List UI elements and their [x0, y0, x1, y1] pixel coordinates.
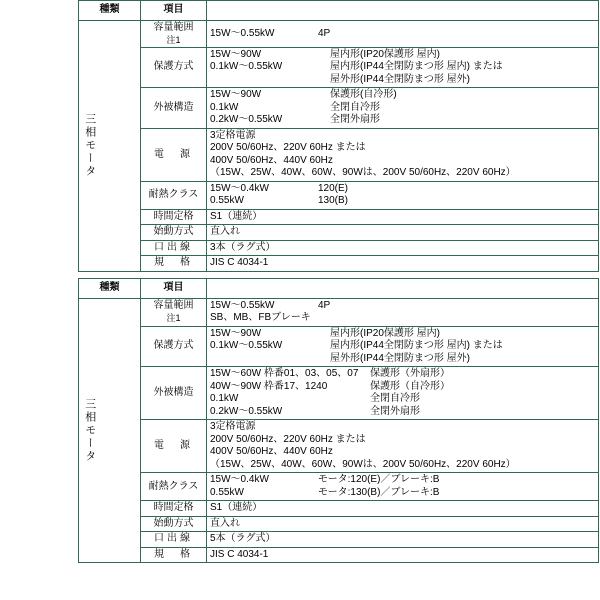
value-left: 0.1kW～0.55kW	[210, 61, 283, 73]
table-row	[79, 21, 599, 48]
header-kind: 種類	[79, 1, 141, 21]
row-value-thermal-class	[207, 181, 599, 209]
value-left: 0.1kW	[210, 393, 239, 405]
header-spec-title: 内蔵形ブレーキ付標準仕様	[207, 278, 599, 298]
value-left: 15W～0.4kW	[210, 474, 269, 486]
value-right: 屋外形(IP44全閉防まつ形 屋外)	[330, 352, 471, 364]
table-row	[79, 516, 599, 532]
row-value-lead-wire: 3本（ラグ式）	[207, 240, 599, 256]
row-label-start-method: 始動方式	[141, 225, 207, 241]
row-value-standard: JIS C 4034-1	[207, 256, 599, 272]
row-value-start-method: 直入れ	[207, 516, 599, 532]
header-item: 項目	[141, 278, 207, 298]
value-left	[210, 74, 330, 87]
table-header-row	[79, 278, 599, 298]
category-label: 三相モータ	[83, 398, 96, 463]
value-left: 15W～0.55kW	[210, 299, 275, 311]
row-value-power	[207, 128, 599, 181]
header-kind: 種類	[79, 278, 141, 298]
row-label-note: 注1	[166, 312, 181, 323]
row-value-protection	[207, 47, 599, 88]
value-left: 15W～90W	[210, 327, 262, 339]
value-right: 保護形（自冷形）	[370, 380, 450, 392]
row-label-standard: 規 格	[141, 256, 207, 272]
value-line: 3定格電源	[210, 421, 256, 433]
row-label-thermal-class: 耐熱クラス	[141, 473, 207, 501]
value-left	[210, 353, 330, 366]
value-left: 40W～90W 枠番17、1240	[210, 380, 328, 392]
row-label-protection: 保護方式	[141, 326, 207, 367]
value-left: 0.1kW	[210, 101, 239, 113]
table-header-row	[79, 1, 599, 21]
value-left: 15W～0.55kW	[210, 27, 275, 39]
row-label-lead-wire: 口出線	[141, 532, 207, 548]
row-value-time-rating: S1（連続）	[207, 209, 599, 225]
row-label-line: 容量範囲	[153, 300, 194, 312]
value-left: 15W～0.4kW	[210, 182, 269, 194]
category-label: 三相モータ	[83, 113, 96, 179]
header-item: 項目	[141, 1, 207, 21]
row-value-capacity	[207, 298, 599, 326]
row-label-time-rating: 時間定格	[141, 501, 207, 517]
value-line: 400V 50/60Hz、440V 60Hz	[210, 446, 333, 458]
value-right: モータ:120(E)／ブレーキ:B	[318, 474, 440, 486]
row-label-capacity	[141, 21, 207, 48]
row-label-start-method: 始動方式	[141, 516, 207, 532]
value-line: 400V 50/60Hz、440V 60Hz	[210, 154, 333, 166]
value-right: 屋内形(IP44全閉防まつ形 屋内) または	[330, 61, 503, 73]
table-row	[79, 88, 599, 129]
value-left: 0.2kW～0.55kW	[210, 405, 283, 417]
category-cell	[79, 21, 141, 272]
value-line: 200V 50/60Hz、220V 60Hz または	[210, 433, 366, 445]
row-label-note: 注1	[166, 34, 181, 45]
spec-table-standard	[78, 0, 599, 272]
value-left: 15W～90W	[210, 48, 262, 60]
table-row	[79, 367, 599, 420]
value-line: SB、MB、FBブレーキ	[210, 312, 311, 324]
value-right: 屋内形(IP44全閉防まつ形 屋内) または	[330, 340, 503, 352]
row-label-power: 電 源	[141, 420, 207, 473]
table-row	[79, 256, 599, 272]
value-left: 15W～60W 枠番01、03、05、07	[210, 368, 359, 380]
table-row	[79, 547, 599, 563]
value-right: 屋内形(IP20保護形 屋内)	[330, 327, 441, 339]
row-label-line: 容量範囲	[153, 22, 194, 33]
row-value-time-rating: S1（連続）	[207, 501, 599, 517]
row-value-lead-wire: 5本（ラグ式）	[207, 532, 599, 548]
row-value-standard: JIS C 4034-1	[207, 547, 599, 563]
table-row	[79, 47, 599, 88]
row-label-lead-wire: 口出線	[141, 240, 207, 256]
value-right: 全閉外扇形	[370, 405, 420, 417]
value-right: 全閉自冷形	[330, 101, 380, 113]
table-row	[79, 326, 599, 367]
value-left: 0.1kW～0.55kW	[210, 340, 283, 352]
value-right: 全閉自冷形	[370, 393, 420, 405]
value-right: 120(E)	[318, 182, 349, 194]
value-left: 0.2kW～0.55kW	[210, 114, 283, 126]
value-right: 全閉外扇形	[330, 114, 380, 126]
row-label-power: 電 源	[141, 128, 207, 181]
value-left: 0.55kW	[210, 486, 244, 498]
table-row	[79, 501, 599, 517]
value-right: 屋内形(IP20保護形 屋内)	[330, 48, 441, 60]
value-right: 130(B)	[318, 195, 349, 207]
table-row	[79, 209, 599, 225]
spec-table-brake	[78, 278, 599, 564]
row-value-protection	[207, 326, 599, 367]
table-row	[79, 181, 599, 209]
table-row	[79, 532, 599, 548]
table-row	[79, 128, 599, 181]
row-label-protection: 保護方式	[141, 47, 207, 88]
table-row	[79, 225, 599, 241]
row-label-capacity	[141, 298, 207, 326]
value-line: （15W、25W、40W、60W、90Wは、200V 50/60Hz、220V 60Hz）	[210, 458, 516, 470]
value-right: 保護形(自冷形)	[330, 89, 397, 101]
value-right: モータ:130(B)／ブレーキ:B	[318, 486, 440, 498]
header-spec-title: 標準仕様	[207, 1, 599, 21]
row-value-enclosure	[207, 88, 599, 129]
value-line: 200V 50/60Hz、220V 60Hz または	[210, 142, 366, 154]
value-right: 4P	[318, 27, 331, 39]
table-row	[79, 240, 599, 256]
value-right: 保護形（外扇形）	[370, 368, 450, 380]
value-right: 屋外形(IP44全閉防まつ形 屋外)	[330, 73, 471, 85]
row-value-power	[207, 420, 599, 473]
row-value-thermal-class	[207, 473, 599, 501]
row-label-time-rating: 時間定格	[141, 209, 207, 225]
row-label-thermal-class: 耐熱クラス	[141, 181, 207, 209]
table-row	[79, 473, 599, 501]
row-value-capacity	[207, 21, 599, 48]
row-value-enclosure	[207, 367, 599, 420]
row-label-enclosure: 外被構造	[141, 367, 207, 420]
value-left: 15W～90W	[210, 89, 262, 101]
row-value-start-method: 直入れ	[207, 225, 599, 241]
table-row	[79, 298, 599, 326]
value-line: 3定格電源	[210, 129, 256, 141]
row-label-enclosure: 外被構造	[141, 88, 207, 129]
value-line: （15W、25W、40W、60W、90Wは、200V 50/60Hz、220V 60Hz）	[210, 167, 516, 179]
value-left: 0.55kW	[210, 195, 244, 207]
row-label-standard: 規 格	[141, 547, 207, 563]
category-cell	[79, 298, 141, 563]
value-right: 4P	[318, 299, 331, 311]
table-row	[79, 420, 599, 473]
